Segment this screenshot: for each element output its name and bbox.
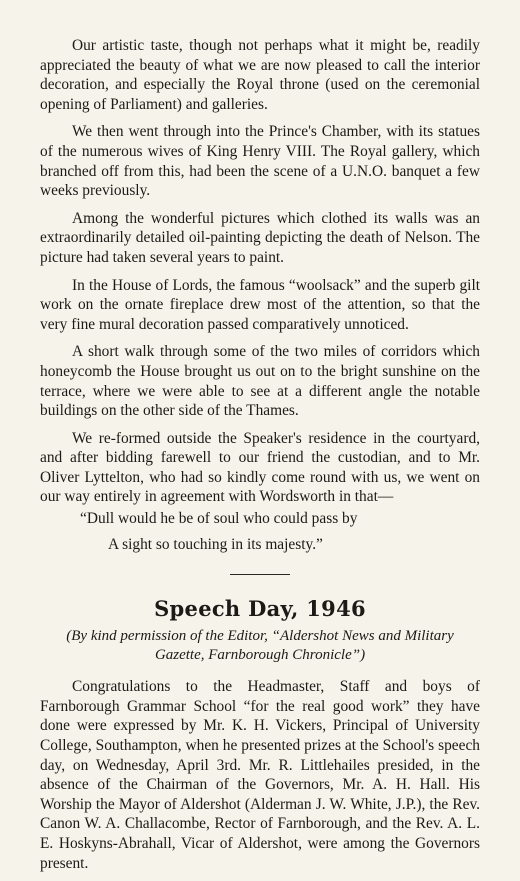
quotation-line: “Dull would he be of soul who could pass by [80, 510, 358, 528]
paragraph-terrace-walk: A short walk through some of the two miles of corridors which honeycomb the House brought us out on to the bright sunshine on the terrace, where we were able to see at a different angle the notable buildings on the other side of the Thames. [40, 343, 480, 420]
paragraph-princes-chamber: We then went through into the Prince's Chamber, with its statues of the numerous wives of King Henry VIII. The Royal gallery, which branched off from this, had been the scene of a U.N.O. banquet a few weeks previously. [40, 123, 480, 200]
paragraph-nelson-painting: Among the wonderful pictures which clothed its walls was an extraordinarily detailed oil-painting depicting the death of Nelson. The picture had taken several years to paint. [40, 209, 480, 266]
document-page [40, 36, 480, 881]
section-credit: (By kind permission of the Editor, “Aldershot News and Military Gazette, Farnborough Chronicle”) [66, 628, 454, 664]
paragraph-speech-day: Congratulations to the Headmaster, Staff and boys of Farnborough Grammar School “for the real good work” they have done were expressed by Mr. K. H. Vickers, Principal of University College, Southampton, when he presented prizes at the School's speech day, on Wednesday, April 3rd. Mr. R. Littlehailes presided, in the absence of the Chairman of the Governors, Mr. A. H. Hall. His Worship the Mayor of Aldershot (Alderman J. W. White, J.P.), the Rev. Canon W. A. Challacombe, Rector of Farnborough, and the Rev. A. L. E. Hoskyns-Abrahall, Vicar of Aldershot, were among the Governors present. [40, 678, 480, 872]
wordsworth-quotation [40, 509, 480, 554]
section-divider [230, 574, 290, 575]
paragraph-house-of-lords: In the House of Lords, the famous “woolsack” and the superb gilt work on the ornate fireplace drew most of the attention, so that the very fine mural decoration passed comparatively unnoticed. [40, 276, 480, 333]
paragraph-interior-decoration: Our artistic taste, though not perhaps what it might be, readily appreciated the beauty of what we are now pleased to call the interior decoration, and especially the Royal throne (used on the ceremonial opening of Parliament) and galleries. [40, 37, 480, 113]
quotation-line: A sight so touching in its majesty.” [108, 535, 323, 553]
paragraph-speakers-residence: We re-formed outside the Speaker's residence in the courtyard, and after bidding farewell to our friend the custodian, and to Mr. Oliver Lyttelton, who had so kindly come round with us, we went on our way entirely in agreement with Wordsworth in that— [40, 429, 480, 506]
section-heading: Speech Day, 1946 [154, 596, 366, 622]
